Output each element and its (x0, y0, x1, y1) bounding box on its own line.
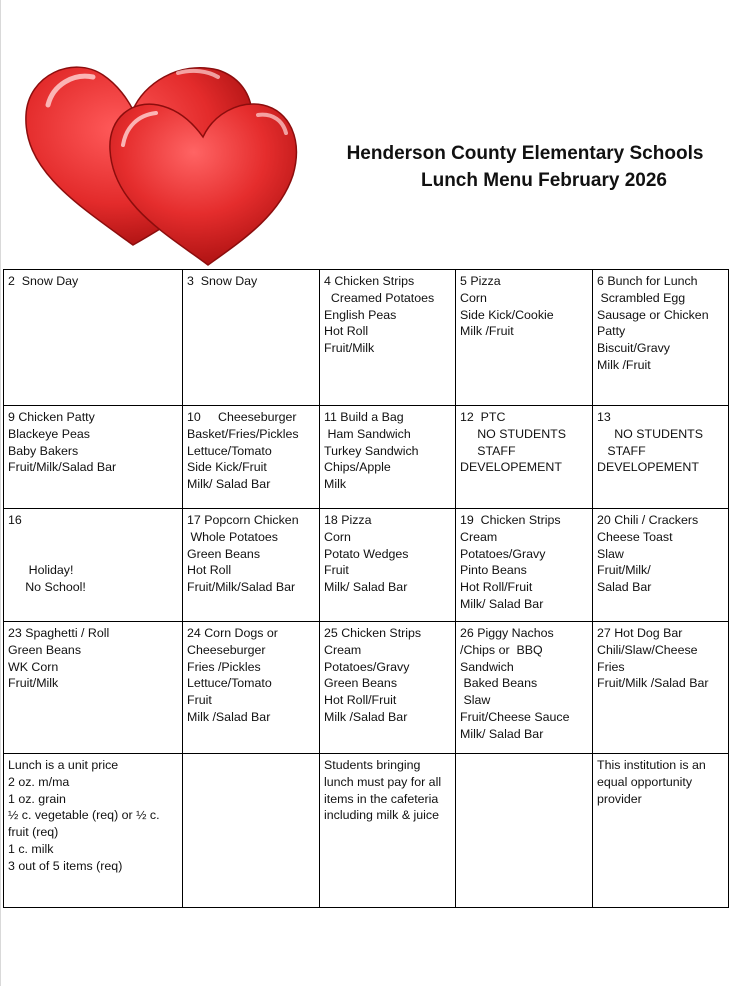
menu-line: Potato Wedges (324, 546, 409, 561)
menu-line: Milk/ Salad Bar (460, 596, 544, 611)
day-cell (183, 622, 320, 754)
day-cell (593, 622, 729, 754)
day-cell (183, 270, 320, 406)
menu-line: DEVELOPEMENT (597, 460, 699, 475)
week-row-3 (4, 509, 729, 622)
menu-line: Milk/ Salad Bar (324, 580, 408, 595)
menu-line: NO STUDENTS (597, 426, 704, 441)
menu-line (8, 529, 178, 546)
menu-line: Biscuit/Gravy (597, 341, 670, 356)
menu-line: Fruit/Milk/Salad Bar (8, 460, 117, 475)
menu-line: Scrambled Egg (597, 290, 686, 305)
menu-line: Creamed Potatoes (324, 290, 435, 305)
menu-line: Fruit/Milk/Salad Bar (187, 580, 296, 595)
menu-line: 17 Popcorn Chicken (187, 513, 299, 527)
menu-line: 5 Pizza (460, 274, 501, 288)
menu-line: Milk/ Salad Bar (187, 477, 271, 492)
menu-line: Cheese Toast (597, 529, 673, 544)
menu-line: Students bringing lunch must pay for all items in the cafeteria including milk & juice (324, 758, 442, 823)
menu-line: NO STUDENTS (460, 426, 567, 441)
menu-line: Sausage or Chicken (597, 307, 709, 322)
menu-line: Hot Roll (187, 563, 232, 578)
menu-line: 2 Snow Day (8, 274, 79, 288)
menu-line: Blackeye Peas (8, 426, 90, 441)
menu-line: Fruit/Milk /Salad Bar (597, 676, 709, 691)
menu-line (8, 546, 178, 563)
menu-line: 18 Pizza (324, 513, 372, 527)
menu-line: Baby Bakers (8, 443, 79, 458)
menu-line: 26 Piggy Nachos (460, 626, 554, 640)
bring-lunch-note (320, 754, 456, 908)
menu-line: Lettuce/Tomato (187, 443, 272, 458)
lunch-menu-table (3, 269, 729, 908)
menu-line: Side Kick/Fruit (187, 460, 267, 475)
menu-line: WK Corn (8, 659, 59, 674)
menu-line: 10 Cheeseburger (187, 410, 297, 424)
day-cell (183, 509, 320, 622)
day-cell (456, 622, 593, 754)
day-cell (593, 270, 729, 406)
menu-line: ½ c. vegetable (req) or ½ c. fruit (req) (8, 808, 160, 840)
menu-line: Chili/Slaw/Cheese (597, 642, 698, 657)
menu-line: Potatoes/Gravy (460, 546, 546, 561)
menu-line: Corn (324, 529, 351, 544)
menu-line: Green Beans (8, 642, 82, 657)
page-title (300, 140, 750, 194)
day-cell (456, 406, 593, 509)
menu-line: 19 Chicken Strips (460, 513, 561, 527)
day-cell (4, 622, 183, 754)
menu-line: Green Beans (187, 546, 261, 561)
menu-line: Fruit/Milk (324, 341, 375, 356)
menu-line: 12 PTC (460, 410, 506, 424)
week-row-4 (4, 622, 729, 754)
menu-line: Sandwich (460, 659, 514, 674)
menu-line: 1 c. milk (8, 841, 54, 856)
empty-cell (456, 754, 593, 908)
menu-line: Patty (597, 324, 626, 339)
menu-line: Fruit/Milk/ (597, 563, 651, 578)
menu-line: 6 Bunch for Lunch (597, 274, 698, 288)
menu-line: Lunch is a unit price (8, 758, 119, 772)
day-cell (183, 406, 320, 509)
menu-line: Whole Potatoes (187, 529, 278, 544)
menu-line: Hot Roll/Fruit (324, 693, 397, 708)
menu-line: STAFF (597, 443, 646, 458)
menu-line: Corn (460, 290, 487, 305)
menu-line: 2 oz. m/ma (8, 774, 70, 789)
page-edge (0, 0, 1, 986)
menu-line: Ham Sandwich (324, 426, 411, 441)
empty-cell (183, 754, 320, 908)
menu-line: DEVELOPEMENT (460, 460, 562, 475)
menu-line: 13 (597, 410, 611, 424)
menu-line: Baked Beans (460, 676, 538, 691)
day-cell (593, 406, 729, 509)
day-cell (4, 270, 183, 406)
menu-line: STAFF (460, 443, 516, 458)
week-row-2 (4, 406, 729, 509)
menu-line: Green Beans (324, 676, 398, 691)
day-cell (456, 509, 593, 622)
title-line-1: Henderson County Elementary Schools (346, 143, 704, 164)
menu-line: 3 out of 5 items (req) (8, 858, 123, 873)
day-cell (320, 406, 456, 509)
menu-line: Hot Roll (324, 324, 369, 339)
menu-line: Milk (324, 477, 347, 492)
day-cell (4, 509, 183, 622)
day-cell (593, 509, 729, 622)
menu-line: Slaw (460, 693, 491, 708)
menu-line: Cheeseburger (187, 642, 266, 657)
menu-line: Milk /Fruit (460, 324, 514, 339)
menu-line: Slaw (597, 546, 624, 561)
menu-line: English Peas (324, 307, 397, 322)
hearts-icon (18, 55, 308, 270)
menu-line: Fruit (187, 693, 212, 708)
menu-line: Hot Roll/Fruit (460, 580, 533, 595)
day-cell (4, 406, 183, 509)
menu-line: 20 Chili / Crackers (597, 513, 699, 527)
menu-line: Fries (597, 659, 625, 674)
notes-row (4, 754, 729, 908)
menu-line: Lettuce/Tomato (187, 676, 272, 691)
title-line-2: Lunch Menu February 2026 (420, 170, 667, 191)
day-cell (320, 622, 456, 754)
menu-line: 1 oz. grain (8, 791, 66, 806)
menu-line: Turkey Sandwich (324, 443, 419, 458)
equal-opportunity-note (593, 754, 729, 908)
menu-line: 23 Spaghetti / Roll (8, 626, 110, 640)
menu-line: 11 Build a Bag (324, 410, 404, 424)
menu-line: Potatoes/Gravy (324, 659, 410, 674)
menu-line: Fruit/Cheese Sauce (460, 709, 570, 724)
menu-line: Milk /Salad Bar (324, 709, 408, 724)
week-row-1 (4, 270, 729, 406)
menu-line: 24 Corn Dogs or (187, 626, 278, 640)
menu-line: 27 Hot Dog Bar (597, 626, 683, 640)
menu-line: Holiday! (8, 563, 74, 578)
menu-line: Fries /Pickles (187, 659, 261, 674)
day-cell (320, 270, 456, 406)
menu-line: No School! (8, 580, 86, 595)
menu-line: Side Kick/Cookie (460, 307, 554, 322)
menu-line: Salad Bar (597, 580, 652, 595)
day-cell (320, 509, 456, 622)
menu-line: Cream (460, 529, 498, 544)
unit-price-note (4, 754, 183, 908)
menu-line: /Chips or BBQ (460, 642, 543, 657)
menu-line: 4 Chicken Strips (324, 274, 415, 288)
menu-line: Milk/ Salad Bar (460, 726, 544, 741)
menu-line: 3 Snow Day (187, 274, 258, 288)
menu-line: Milk /Fruit (597, 357, 651, 372)
menu-line: Chips/Apple (324, 460, 391, 475)
menu-line: Pinto Beans (460, 563, 527, 578)
menu-line: 16 (8, 513, 22, 527)
menu-line: Basket/Fries/Pickles (187, 426, 299, 441)
menu-line: This institution is an equal opportunity provider (597, 758, 706, 806)
menu-line: 25 Chicken Strips (324, 626, 422, 640)
menu-line: Fruit (324, 563, 349, 578)
menu-line: Milk /Salad Bar (187, 709, 271, 724)
menu-line: Fruit/Milk (8, 676, 59, 691)
menu-line: Cream (324, 642, 362, 657)
day-cell (456, 270, 593, 406)
menu-line: 9 Chicken Patty (8, 410, 95, 424)
